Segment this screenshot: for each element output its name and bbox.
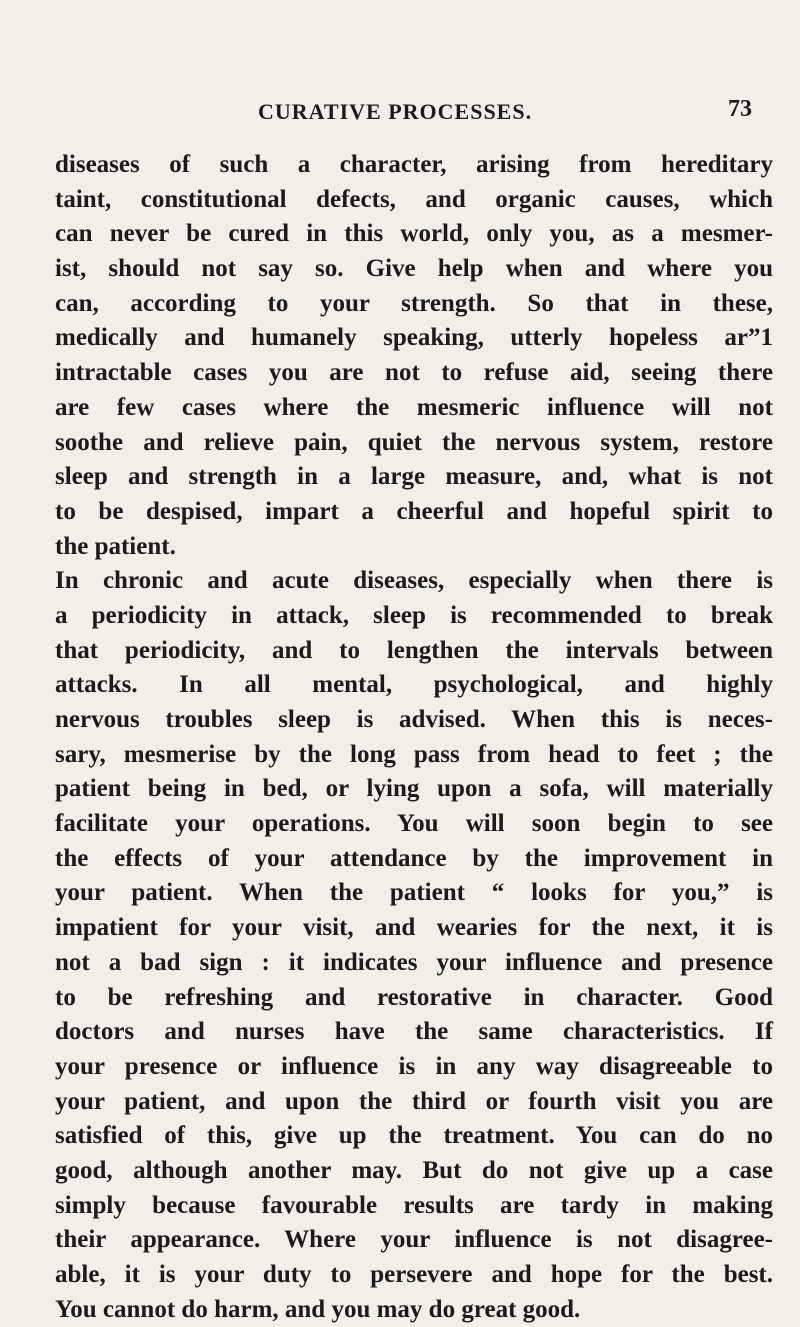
text-line: the effects of your attendance by the improvement in [55,844,773,872]
text-line: medically and humanely speaking, utterly hopeless ar”1 [55,324,773,352]
running-title: CURATIVE PROCESSES. [258,99,533,124]
text-line: can, according to your strength. So that in these, [55,289,773,317]
text-line: not a bad sign : it indicates your influence and presence [55,948,773,976]
text-line: You cannot do harm, and you may do great good. [55,1295,581,1323]
text-line: facilitate your operations. You will soon begin to see [55,810,773,838]
text-line: your patient, and upon the third or fourth visit you are [55,1087,773,1115]
page-number: 73 [728,96,752,122]
text-line: to be despised, impart a cheerful and hopeful spirit to [55,497,773,525]
text-line: a periodicity in attack, sleep is recommended to break [55,601,773,629]
text-line: taint, constitutional defects, and organic causes, which [55,185,773,213]
text-line: attacks. In all mental, psychological, and highly [55,671,773,699]
text-line: satisfied of this, give up the treatment. You can do no [55,1122,773,1150]
text-line: In chronic and acute diseases, especially when there is [55,567,773,595]
text-line: impatient for your visit, and wearies for the next, it is [55,914,773,942]
text-line: ist, should not say so. Give help when and where you [55,255,773,283]
text-line: your presence or influence is in any way disagreeable to [55,1052,773,1080]
text-line: are few cases where the mesmeric influence will not [55,393,773,421]
text-line: good, although another may. But do not give up a case [55,1156,773,1184]
text-line: to be refreshing and restorative in character. Good [55,983,773,1011]
text-line: patient being in bed, or lying upon a sofa, will materially [55,775,773,803]
text-line: nervous troubles sleep is advised. When this is neces- [55,706,773,733]
text-line: intractable cases you are not to refuse aid, seeing there [55,359,773,387]
text-line: sary, mesmerise by the long pass from head to feet ; the [55,740,773,768]
text-line: diseases of such a character, arising from hereditary [55,151,773,178]
text-line: simply because favourable results are tardy in making [55,1191,773,1219]
text-line: able, it is your duty to persevere and hope for the best. [55,1261,773,1288]
text-line: soothe and relieve pain, quiet the nervous system, restore [55,428,773,456]
text-line: doctors and nurses have the same characteristics. If [55,1018,773,1046]
text-line: their appearance. Where your influence is not disagree- [55,1226,773,1254]
text-line: sleep and strength in a large measure, and, what is not [55,463,773,491]
text-line: can never be cured in this world, only you, as a mesmer- [55,220,773,248]
text-line: your patient. When the patient “ looks for you,” is [55,879,773,907]
body-text [55,148,773,1327]
text-line: that periodicity, and to lengthen the intervals between [55,636,773,664]
text-line: the patient. [55,532,176,560]
